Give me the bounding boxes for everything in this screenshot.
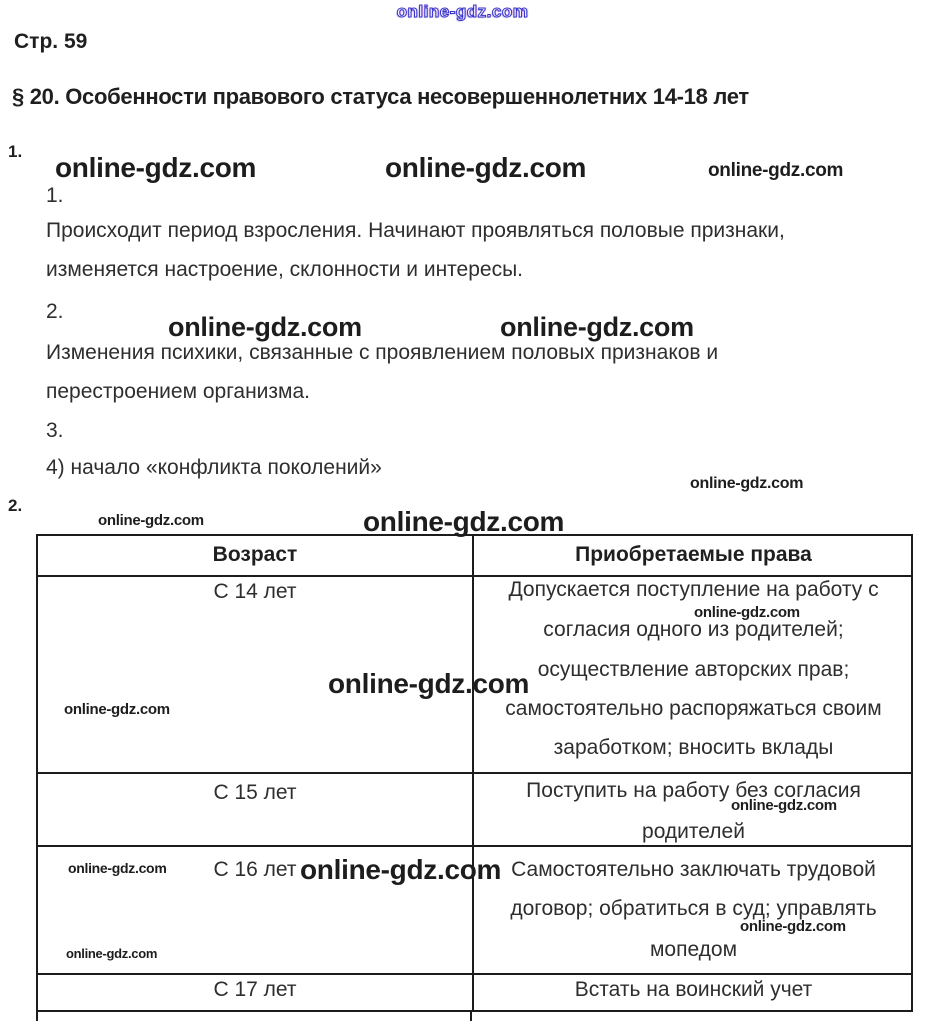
task-1-number: 1. [8, 142, 23, 161]
task-2-number: 2. [8, 496, 23, 515]
site-watermark: online-gdz.com [740, 918, 846, 935]
answer-item-4-text: 4) начало «конфликта поколений» [46, 456, 382, 479]
age-cell: С 16 лет [213, 858, 297, 881]
table-row-divider [38, 845, 911, 847]
age-cell: С 15 лет [213, 781, 297, 804]
site-watermark: online-gdz.com [363, 506, 565, 537]
rights-line: договор; обратиться в суд; управлять [510, 897, 877, 920]
site-watermark: online-gdz.com [385, 152, 587, 183]
age-cell: С 17 лет [213, 978, 297, 1001]
site-watermark: online-gdz.com [168, 312, 362, 342]
rights-line: родителей [642, 820, 745, 843]
table-header-age: Возраст [212, 543, 298, 566]
age-cell: С 14 лет [213, 580, 297, 603]
answer-item-1-label: 1. [46, 184, 64, 207]
table-row-divider [38, 772, 911, 774]
rights-line: Поступить на работу без согласия [526, 779, 861, 802]
site-watermark: online-gdz.com [694, 604, 800, 621]
answer-item-2-label: 2. [46, 300, 64, 323]
site-watermark: online-gdz.com [98, 512, 204, 529]
site-watermark: online-gdz.com [68, 860, 167, 876]
site-watermark: online-gdz.com [64, 701, 170, 718]
answer-item-1-line-2: изменяется настроение, склонности и интересы. [46, 258, 524, 281]
site-watermark: online-gdz.com [66, 946, 158, 961]
rights-line: самостоятельно распоряжаться своим [505, 697, 882, 720]
answer-item-3-label: 3. [46, 419, 64, 442]
site-watermark-top: online-gdz.com [396, 2, 529, 21]
rights-line: согласия одного из родителей; [543, 618, 844, 641]
page-number-label: Стр. 59 [14, 30, 88, 53]
site-watermark: online-gdz.com [55, 152, 257, 183]
answer-item-1-line-1: Происходит период взросления. Начинают проявляться половые признаки, [46, 219, 785, 242]
rights-line: осуществление авторских прав; [537, 658, 850, 681]
section-heading: § 20. Особенности правового статуса несовершеннолетних 14-18 лет [12, 84, 749, 109]
site-watermark: online-gdz.com [328, 668, 530, 699]
rights-line: Допускается поступление на работу с [508, 578, 879, 601]
table-row-divider [38, 973, 911, 975]
site-watermark: online-gdz.com [300, 854, 502, 885]
site-watermark: online-gdz.com [500, 312, 694, 342]
rights-line: мопедом [649, 938, 738, 961]
rights-line: заработком; вносить вклады [553, 736, 834, 759]
answer-item-2-line-2: перестроением организма. [46, 380, 310, 403]
table-header-divider [38, 575, 911, 577]
site-watermark: online-gdz.com [690, 475, 804, 492]
site-watermark: online-gdz.com [731, 797, 837, 814]
table-edge-stub [36, 1012, 38, 1021]
rights-line: Самостоятельно заключать трудовой [511, 858, 876, 881]
table-header-rights: Приобретаемые права [575, 543, 812, 566]
rights-line: Встать на воинский учет [574, 978, 813, 1001]
site-watermark: online-gdz.com [708, 160, 844, 181]
table-edge-stub [470, 1012, 472, 1021]
answer-item-2-line-1: Изменения психики, связанные с проявлением половых признаков и [46, 341, 719, 364]
